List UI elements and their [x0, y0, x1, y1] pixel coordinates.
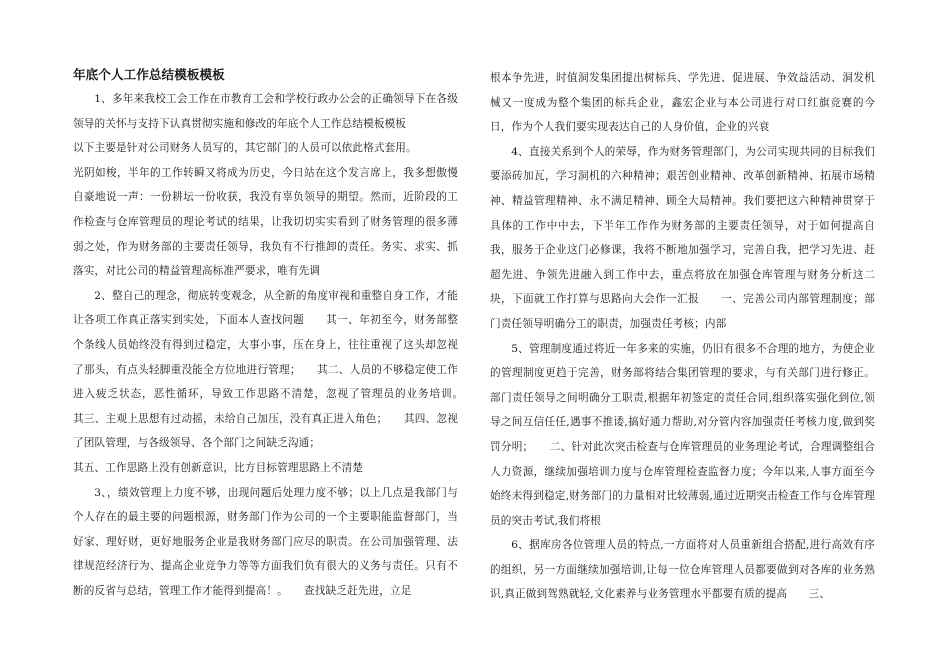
left-paragraph-1: 1、多年来我校工会工作在市教育工会和学校行政办公会的正确领导下在各级领导的关怀与支持下认真贯彻实施和修改的年底个人工作总结模板模板: [73, 93, 458, 130]
left-paragraph-6: 3、，绩效管理上力度不够，出现问题后处理力度不够；以上几点是我部门与个人存在的最主要的问题根源，财务部门作为公司的一个主要职能监督部门，当好家、理好财，更好地服务企业是我财务部门应尽的职责。在公司加强管理、法律规范经济行为、提高企业竞争力等等方面我们负有很大的义务与责任。只有不断的反省与总结，管理工作才能得到提高！。 查找缺乏赶先进，立足: [73, 486, 458, 597]
right-column: [490, 66, 875, 607]
right-paragraph-2: 4、直接关系到个人的荣辱，作为财务管理部门，为公司实现共同的目标我们要添砖加瓦，学习洞机的六种精神；艰苦创业精神、改革创新精神、拓展市场精神、精益管理精神、永不满足精神、顾全大局精神。我们要把这六种精神贯穿于具体的工作中中去，下半年工作作为财务部的主要责任领导，对于如何提高自我，服务于企业这门必修课，我将不断地加强学习，完善自我，把学习先进、赶超先进、争领先进融入到工作中去，重点将放在加强仓库管理与财务分析这二块，下面就工作打算与思路向大会作一汇报 一、完善公司内部管理制度；部门责任领导明确分工的职责，加强责任考核；内部: [490, 145, 875, 330]
left-paragraph-5: 其五、工作思路上没有创新意识，比方目标管理思路上不清楚: [73, 461, 364, 474]
left-paragraph-3: 光阴如梭，半年的工作转瞬又将成为历史，今日站在这个发言席上，我多想傲慢自豪地说一声：一份耕坛一份收获，我没有辜负领导的期望。然而，近阶段的工作检查与仓库管理员的理论考试的结果，让我切切实实看到了财务管理的很多薄弱之处，作为财务部的主要责任领导，我负有不行推卸的责任。务实、求实、抓落实，对比公司的精益管理高标准严要求，唯有先调: [73, 166, 458, 278]
left-column: [73, 64, 480, 603]
right-paragraph-4: 6、据库房各位管理人员的特点,一方面将对人员重新组合搭配,进行高效有序的组织，另一方面继续加强培训,让每一位仓库管理人员都要做到对各库的业务熟识,真正做到驾熟就轻,文化素养与业务管理水平都要有质的提高 三、: [490, 539, 875, 601]
left-paragraph-2: 以下主要是针对公司财务人员写的，其它部门的人员可以依此格式套用。: [73, 142, 417, 155]
document-title: 年底个人工作总结模板模板: [73, 67, 225, 82]
right-paragraph-3: 5、管理制度通过将近一年多来的实施，仍旧有很多不合理的地方，为使企业的管理制度更趋于完善，财务部将结合集团管理的要求，与有关部门进行修正。部门责任领导之间明确分工职责,根据年初签定的责任合同,组织落实强化到位,领导之间互信任任,遇事不推诿,搞好通力帮助,对分管内容加强责任考核力度,做到奖罚分明； 二、针对此次突击检查与仓库管理员的业务理论考试，合理调整组合人力资源，继续加强培训力度与仓库管理检查监督力度；今年以来,人事方面至今始终未得到稳定,财务部门的力量相对比较薄弱,通过近期突击检查工作与仓库管理员的突击考试,我们将根: [490, 342, 875, 527]
right-paragraph-1: 根本争先进，时值洞发集团提出树标兵、学先进、促进展、争效益活动、洞发机械又一度成为整个集团的标兵企业，鑫宏企业与本公司进行对口红旗竞赛的今日，作为个人我们要实现表达自己的人身价值，企业的兴衰: [490, 72, 875, 134]
left-paragraph-4: 2、整自己的理念，彻底转变观念，从全新的角度审视和重整自身工作，才能让各项工作真正落实到实处，下面本人查找问题 其一、年初至今，财务部整个条线人员始终没有得到过稳定，大事小事，压在身上，往往重视了这头却忽视了那头，有点头轻脚重没能全方位地进行管理； 其二、人员的不够稳定使工作进入疲乏状态，恶性循环，导致工作思路不清楚，忽视了管理员的业务培训。 其三、主观上思想有过动摇，未给自己加压，没有真正进入角色； 其四、忽视了团队管理，与各级领导、各个部门之间缺乏沟通；: [73, 289, 480, 450]
